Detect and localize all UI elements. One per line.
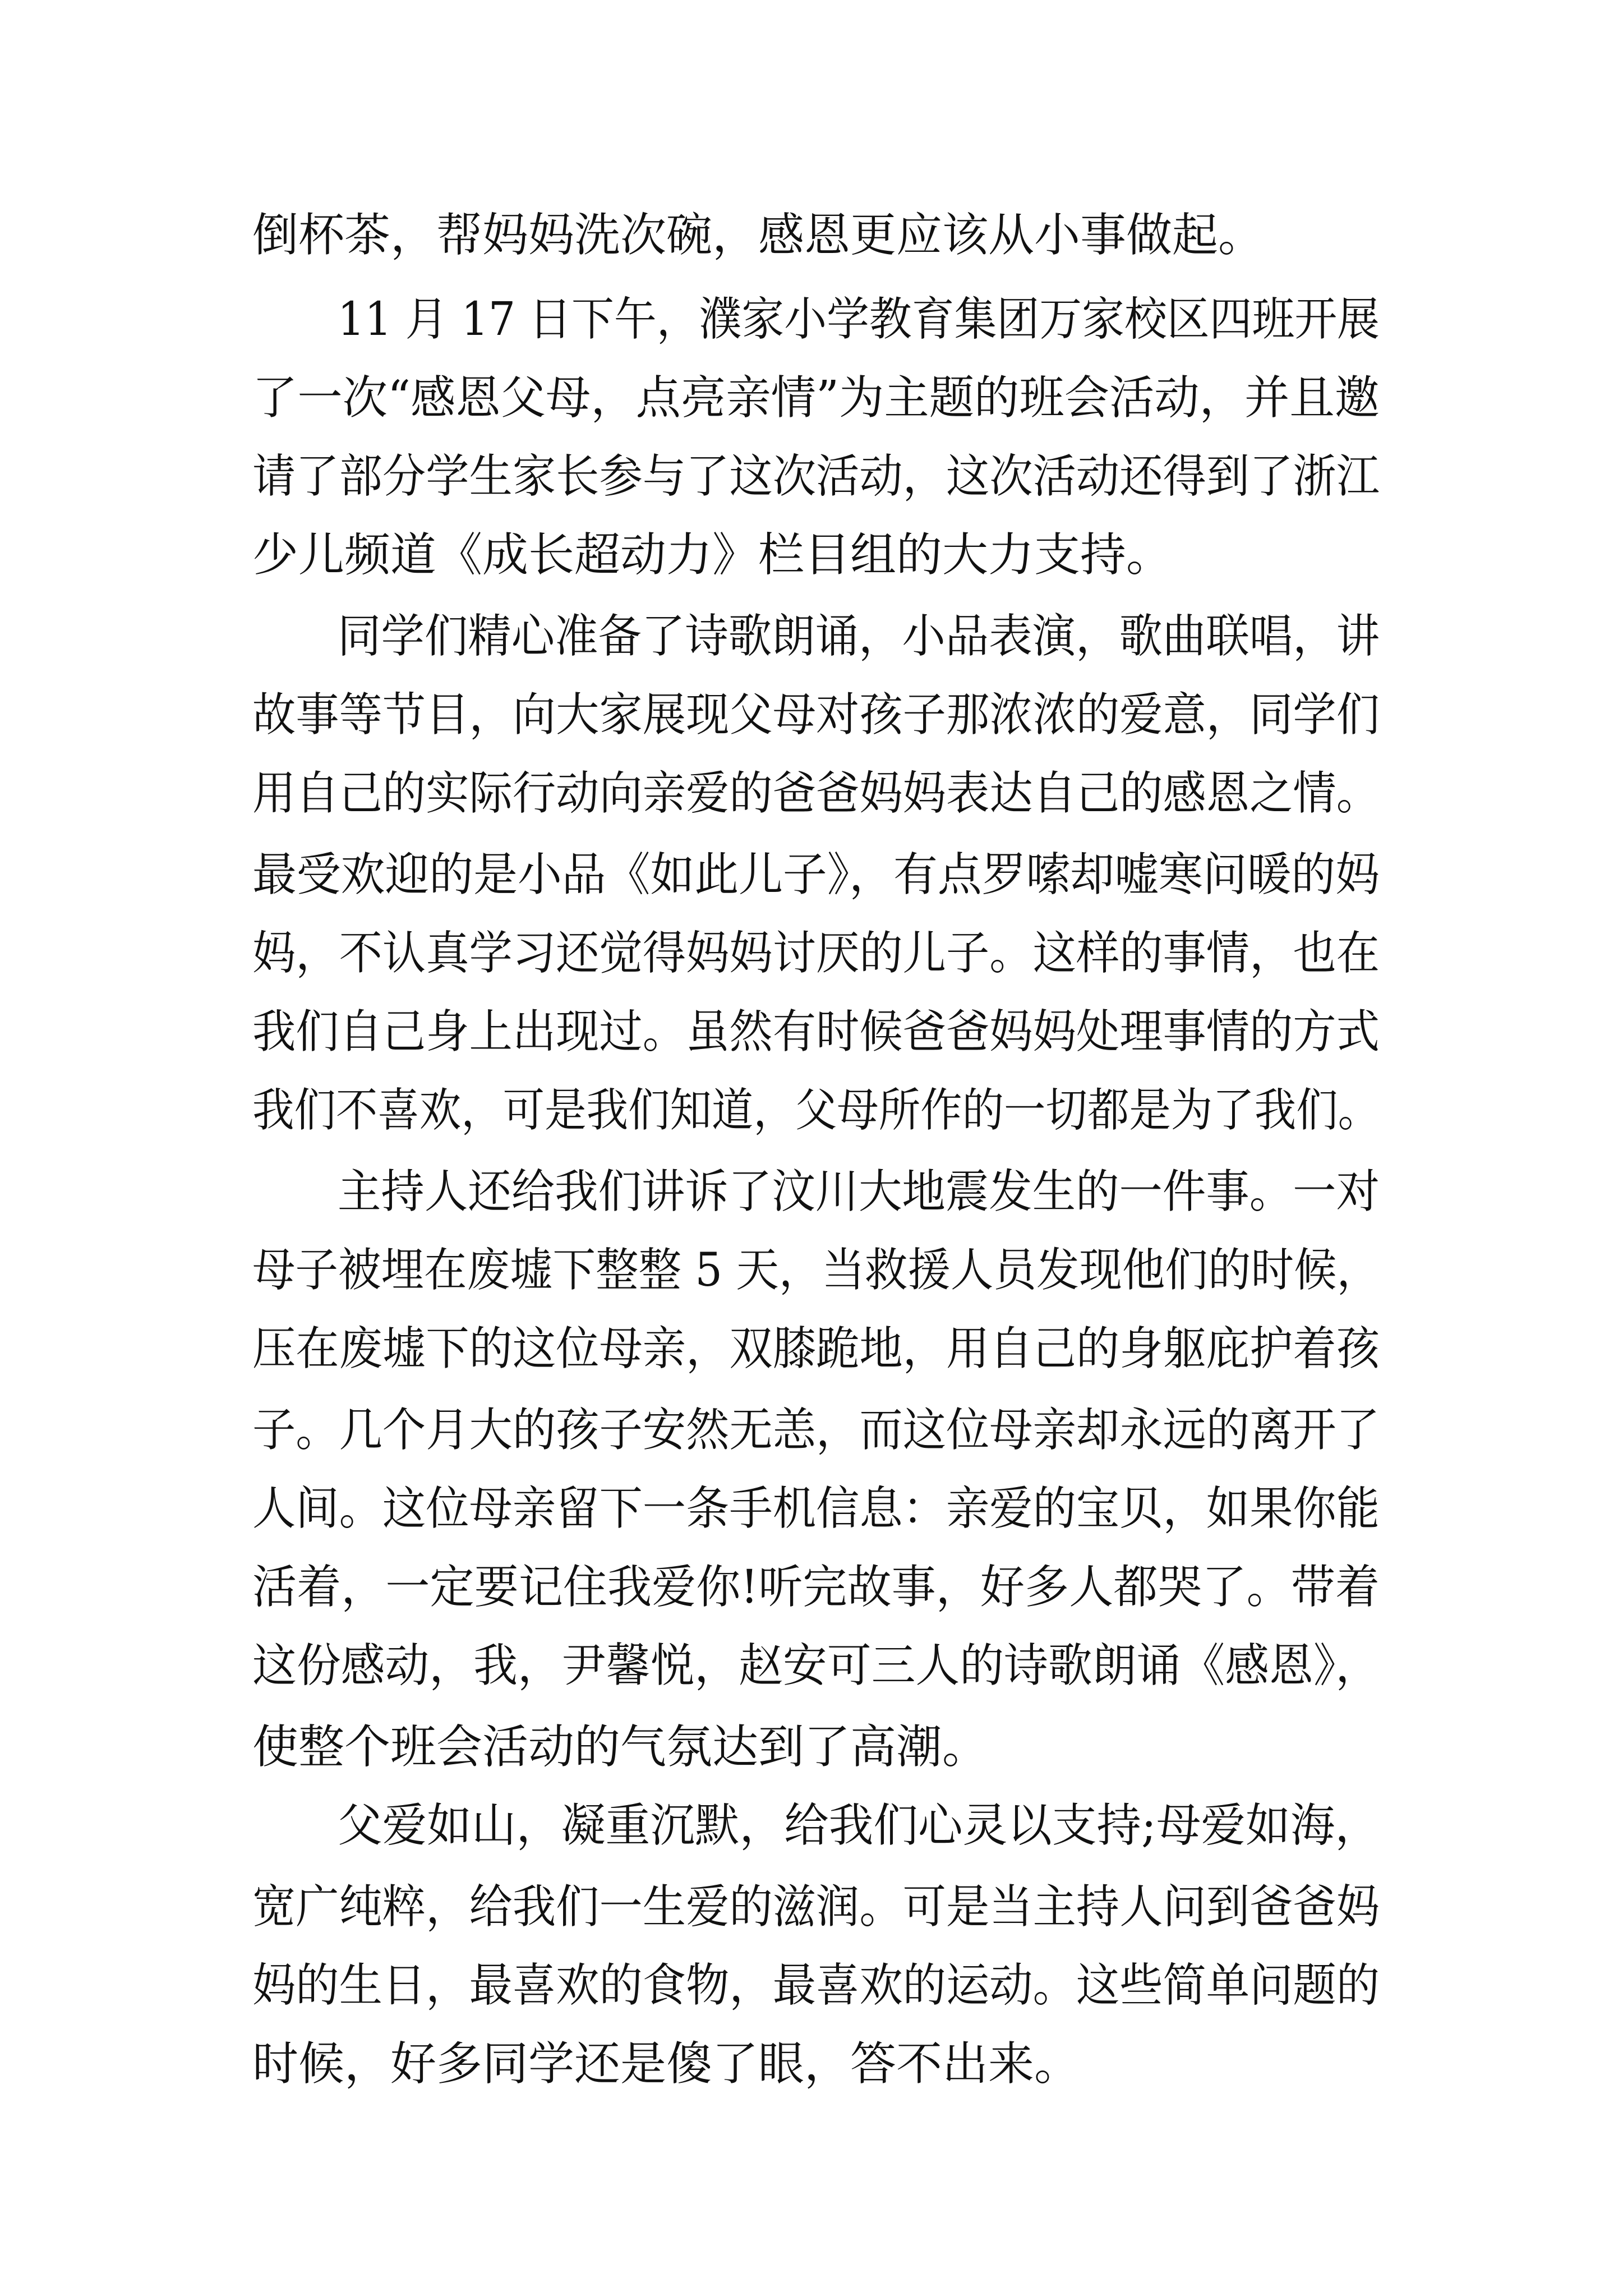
text-line-content: 同学们精心准备了诗歌朗诵，小品表演，歌曲联唱，讲 — [338, 610, 1380, 663]
text-line — [0, 1947, 1623, 2025]
text-line-content: 父爱如山，凝重沉默，给我们心灵以支持;母爱如海， — [338, 1799, 1380, 1852]
text-line-content: 活着，一定要记住我爱你!听完故事，好多人都哭了。带着 — [252, 1561, 1380, 1614]
text-line-content: 倒杯茶，帮妈妈洗次碗，感恩更应该从小事做起。 — [252, 209, 1265, 262]
text-line-content: 这份感动，我，尹馨悦，赵安可三人的诗歌朗诵《感恩》， — [252, 1639, 1380, 1692]
text-line-content: 最受欢迎的是小品《如此儿子》，有点罗嗦却嘘寒问暖的妈 — [252, 848, 1380, 901]
text-line — [0, 516, 1623, 595]
text-line — [0, 1868, 1623, 1947]
text-line — [0, 2025, 1623, 2104]
text-line-content: 人间。这位母亲留下一条手机信息：亲爱的宝贝，如果你能 — [252, 1482, 1380, 1535]
text-line — [0, 359, 1623, 438]
text-line — [0, 280, 1623, 359]
text-line-content: 了一次“感恩父母，点亮亲情”为主题的班会活动，并且邀 — [252, 371, 1380, 425]
text-line — [0, 196, 1623, 275]
text-line-content: 我们自己身上出现过。虽然有时候爸爸妈妈处理事情的方式 — [252, 1005, 1380, 1059]
text-line — [0, 1391, 1623, 1470]
text-line — [0, 1071, 1623, 1150]
text-line-content: 妈，不认真学习还觉得妈妈讨厌的儿子。这样的事情，也在 — [252, 927, 1380, 980]
text-line — [0, 1231, 1623, 1310]
text-line-content: 压在废墟下的这位母亲，双膝跪地，用自己的身躯庇护着孩 — [252, 1322, 1380, 1375]
text-line-content: 主持人还给我们讲诉了汶川大地震发生的一件事。一对 — [338, 1165, 1380, 1218]
text-line — [0, 914, 1623, 993]
text-line — [0, 993, 1623, 1071]
text-line — [0, 1708, 1623, 1787]
text-line-content: 请了部分学生家长参与了这次活动，这次活动还得到了浙江 — [252, 450, 1380, 503]
text-line — [0, 1310, 1623, 1388]
text-line-content: 母子被埋在废墟下整整 5 天，当救援人员发现他们的时候， — [252, 1244, 1380, 1297]
text-line-content: 时候，好多同学还是傻了眼，答不出来。 — [252, 2037, 1081, 2091]
text-line — [0, 1153, 1623, 1231]
text-line-content: 我们不喜欢，可是我们知道，父母所作的一切都是为了我们。 — [252, 1084, 1380, 1137]
text-line — [0, 836, 1623, 914]
text-line-content: 使整个班会活动的气氛达到了高潮。 — [252, 1720, 989, 1774]
text-line — [0, 754, 1623, 833]
text-line-content: 少儿频道《成长超动力》栏目组的大力支持。 — [252, 528, 1173, 582]
text-line-content: 用自己的实际行动向亲爱的爸爸妈妈表达自己的感恩之情。 — [252, 767, 1380, 820]
text-line — [0, 1470, 1623, 1548]
text-line — [0, 1787, 1623, 1865]
text-line — [0, 1627, 1623, 1705]
text-line-content: 子。几个月大的孩子安然无恙，而这位母亲却永远的离开了 — [252, 1404, 1380, 1457]
text-line-content: 11 月 17 日下午，濮家小学教育集团万家校区四班开展 — [338, 293, 1380, 346]
text-line-content: 妈的生日，最喜欢的食物，最喜欢的运动。这些简单问题的 — [252, 1959, 1380, 2012]
text-line — [0, 597, 1623, 676]
text-line — [0, 438, 1623, 516]
text-line — [0, 676, 1623, 754]
text-line-content: 故事等节目，向大家展现父母对孩子那浓浓的爱意，同学们 — [252, 688, 1380, 742]
text-line — [0, 1548, 1623, 1627]
text-line-content: 宽广纯粹，给我们一生爱的滋润。可是当主持人问到爸爸妈 — [252, 1880, 1380, 1934]
